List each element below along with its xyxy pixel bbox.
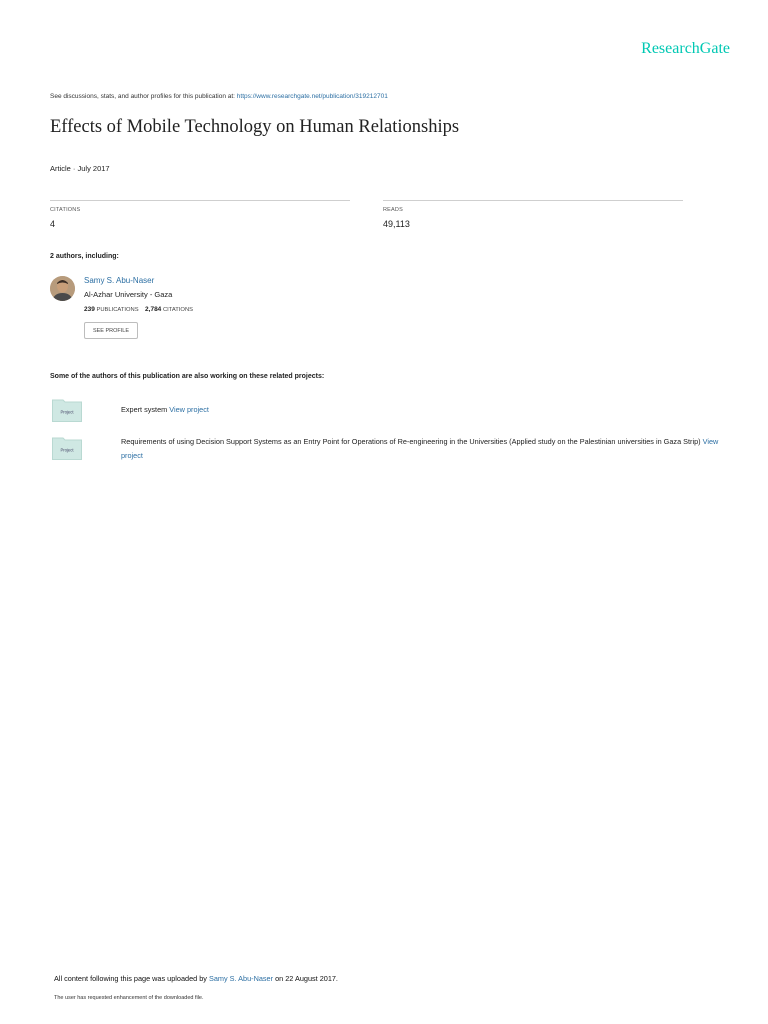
upload-prefix: All content following this page was uploaded by (54, 974, 209, 983)
publications-count: 239 (84, 306, 95, 313)
project-folder-icon (52, 436, 82, 460)
see-profile-button[interactable]: SEE PROFILE (84, 322, 138, 339)
project-item (121, 403, 726, 417)
project-title: Expert system (121, 405, 170, 414)
reads-divider (383, 200, 683, 201)
author-avatar[interactable] (50, 276, 75, 301)
avatar-photo-icon (50, 276, 75, 301)
researchgate-logo[interactable]: ResearchGate (641, 40, 730, 57)
uploader-link[interactable]: Samy S. Abu-Naser (208, 974, 274, 983)
upload-notice (54, 974, 338, 983)
publication-url-link[interactable]: https://www.researchgate.net/publication/319212701 (236, 93, 388, 100)
project-icon-label: Project (60, 409, 74, 415)
article-title: Effects of Mobile Technology on Human Relationships (50, 117, 460, 137)
citations-value: 4 (50, 219, 56, 229)
author-stats (84, 306, 193, 313)
author-name-link[interactable]: Samy S. Abu-Naser (84, 276, 155, 285)
project-icon-label: Project (60, 447, 74, 453)
project-title: Requirements of using Decision Support Systems as an Entry Point for Operations of Re-engineering in the Universities (Applied study on the Palestinian universities in Gaza Strip) (121, 437, 703, 446)
publications-label: PUBLICATIONS (96, 307, 139, 313)
reads-label: READS (383, 207, 403, 213)
author-citations-label: CITATIONS (162, 307, 193, 313)
author-citations-count: 2,784 (145, 306, 162, 313)
authors-heading: 2 authors, including: (50, 253, 119, 260)
author-institution: Al-Azhar University - Gaza (84, 290, 173, 299)
projects-heading: Some of the authors of this publication are also working on these related projects: (50, 373, 325, 380)
upload-suffix: on 22 August 2017. (273, 974, 338, 983)
intro-line (50, 93, 388, 100)
view-project-link[interactable]: View project (121, 437, 719, 460)
article-type-date: Article · July 2017 (50, 164, 110, 173)
citations-label: CITATIONS (50, 207, 81, 213)
view-project-link[interactable]: View project (169, 405, 209, 414)
project-folder-icon (52, 398, 82, 422)
reads-value: 49,113 (383, 219, 410, 229)
citations-divider (50, 200, 350, 201)
enhancement-note: The user has requested enhancement of the downloaded file. (54, 995, 204, 1001)
project-item (121, 435, 726, 463)
intro-text: See discussions, stats, and author profiles for this publication at: (50, 93, 237, 100)
